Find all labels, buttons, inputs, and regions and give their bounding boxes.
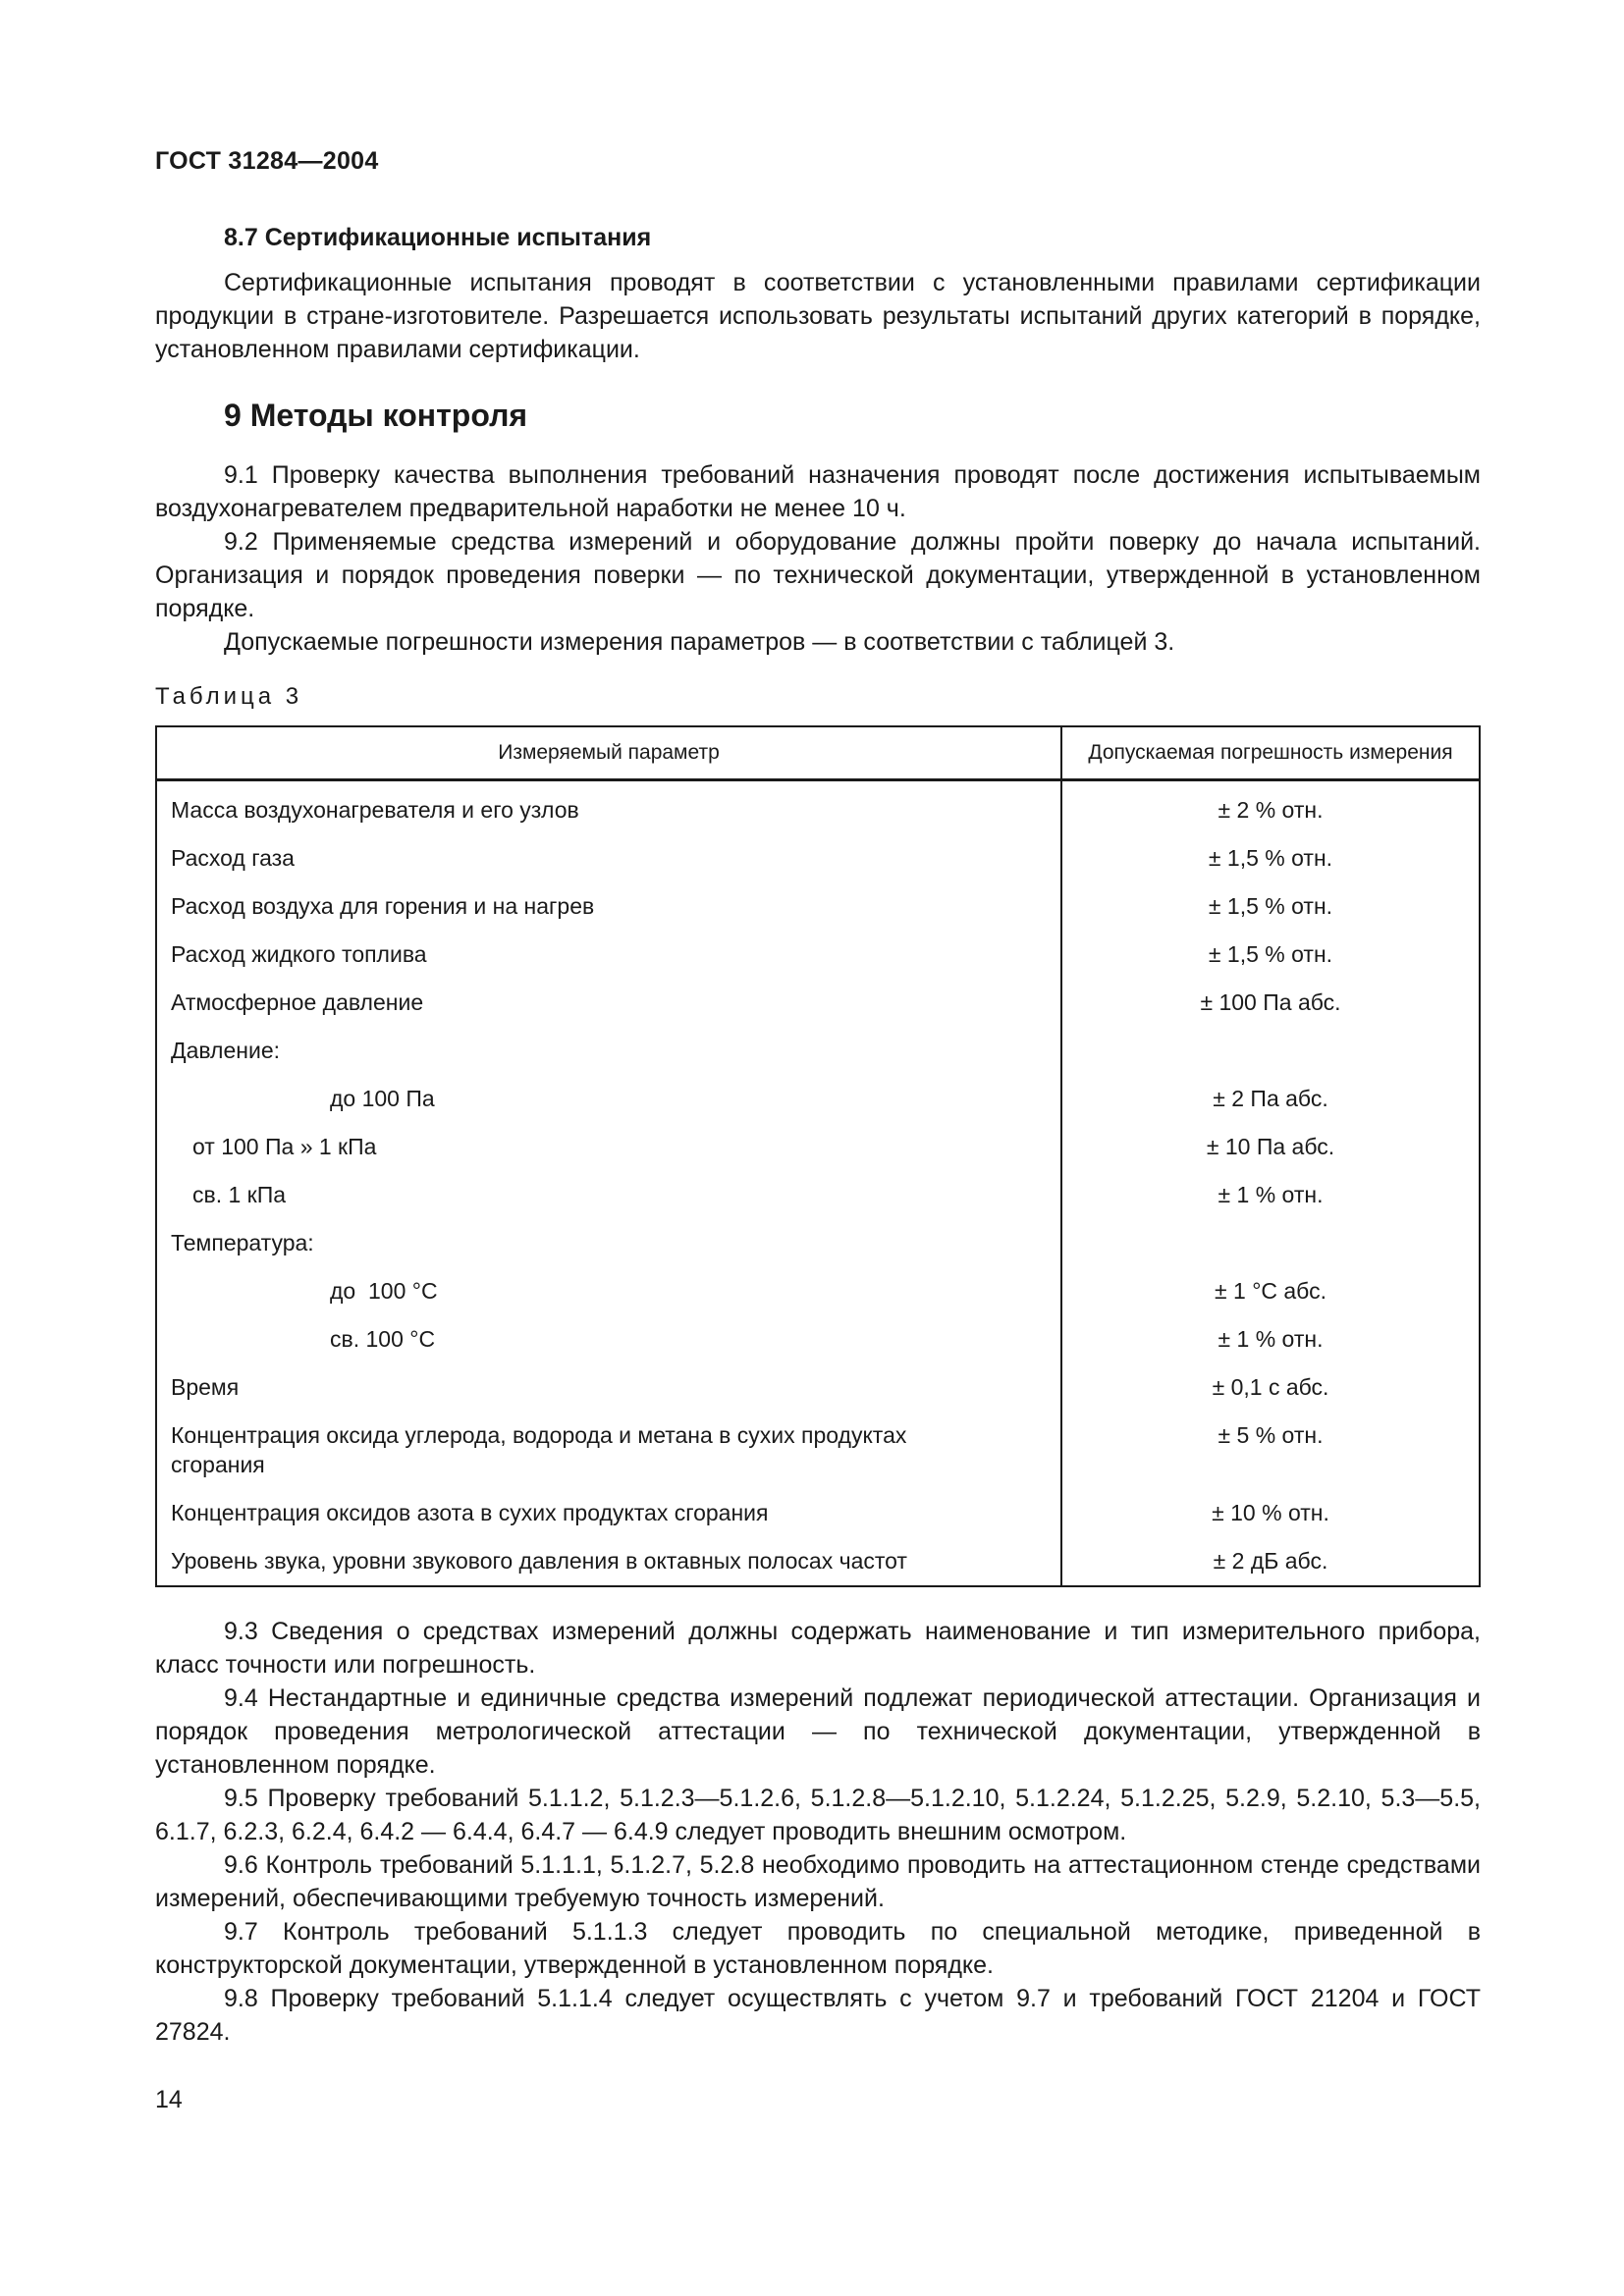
- error-cell: ± 1,5 % отн.: [1208, 941, 1333, 967]
- parameter-cell: до 100 °С: [156, 1267, 1061, 1315]
- table-row: [156, 1315, 1480, 1363]
- parameter-cell: до 100 Па: [156, 1075, 1061, 1123]
- paragraph-9-8: 9.8 Проверку требований 5.1.1.4 следует осуществлять с учетом 9.7 и требований ГОСТ 21204 и ГОСТ 27824.: [155, 1985, 1481, 2046]
- table-row: [156, 1171, 1480, 1219]
- table-row: [156, 1363, 1480, 1412]
- paragraph-9-7: 9.7 Контроль требований 5.1.1.3 следует проводить по специальной методике, приведенной в конструкторской документации, утвержденной в установленном порядке.: [155, 1918, 1481, 1979]
- paragraph-9-6: 9.6 Контроль требований 5.1.1.1, 5.1.2.7, 5.2.8 необходимо проводить на аттестационном стенде средствами измерений, обеспечивающими требуемую точность измерений.: [155, 1851, 1481, 1912]
- paragraph-9-2: 9.2 Применяемые средства измерений и оборудование должны пройти поверку до начала испытаний. Организация и порядок проведения поверки — по технической документации, утвержденной в установленном порядке.: [155, 528, 1481, 622]
- parameter-cell: Концентрация оксидов азота в сухих продуктах сгорания: [156, 1489, 1061, 1537]
- measurement-error-table: [155, 725, 1481, 1587]
- section-9-title: 9 Методы контроля: [224, 398, 528, 433]
- error-cell: ± 5 % отн.: [1218, 1422, 1324, 1448]
- table-row: [156, 1075, 1480, 1123]
- table-row: [156, 1267, 1480, 1315]
- error-cell: [1061, 1027, 1480, 1075]
- parameter-cell: св. 1 кПа: [156, 1171, 1061, 1219]
- table-row: [156, 1489, 1480, 1537]
- parameter-cell: Масса воздухонагревателя и его узлов: [156, 780, 1061, 835]
- column-header-error: Допускаемая погрешность измерения: [1061, 726, 1480, 780]
- parameter-cell: от 100 Па » 1 кПа: [156, 1123, 1061, 1171]
- error-cell: ± 1 % отн.: [1218, 1182, 1324, 1207]
- error-cell: [1061, 1219, 1480, 1267]
- paragraph-9-2-table-ref: Допускаемые погрешности измерения параметров — в соответствии с таблицей 3.: [224, 628, 1175, 656]
- error-cell: ± 0,1 с абс.: [1212, 1374, 1329, 1400]
- error-cell: ± 2 Па абс.: [1213, 1086, 1328, 1111]
- parameter-cell: Температура:: [156, 1219, 1061, 1267]
- paragraph-9-3: 9.3 Сведения о средствах измерений должны содержать наименование и тип измерительного прибора, класс точности или погрешность.: [155, 1618, 1481, 1679]
- table-row: [156, 834, 1480, 882]
- error-cell: ± 1,5 % отн.: [1208, 845, 1333, 871]
- paragraph-9-5: 9.5 Проверку требований 5.1.1.2, 5.1.2.3—5.1.2.6, 5.1.2.8—5.1.2.10, 5.1.2.24, 5.1.2.25, 5.2.9, 5.2.10, 5.3—5.5, 6.1.7, 6.2.3, 6.2.4, 6.4.2 — 6.4.4, 6.4.7 — 6.4.9 следует проводить внешним осмотром.: [155, 1785, 1481, 1845]
- table-row: [156, 1123, 1480, 1171]
- table-caption: Таблица 3: [155, 683, 303, 710]
- paragraph-9-1: 9.1 Проверку качества выполнения требований назначения проводят после достижения испытываемым воздухонагревателем предварительной наработки не менее 10 ч.: [155, 461, 1481, 522]
- table-row: [156, 780, 1480, 835]
- page-content: [155, 221, 1481, 2049]
- error-cell: ± 1 °С абс.: [1215, 1278, 1326, 1304]
- paragraph-9-4: 9.4 Нестандартные и единичные средства измерений подлежат периодической аттестации. Организация и порядок проведения метрологической аттестации — по технической документации, утвержденной в установленном порядке.: [155, 1684, 1481, 1779]
- table-row: [156, 1412, 1480, 1489]
- table-header-row: [156, 726, 1480, 780]
- page-number: 14: [155, 2086, 183, 2113]
- parameter-cell: Расход воздуха для горения и на нагрев: [156, 882, 1061, 931]
- parameter-cell: Расход газа: [156, 834, 1061, 882]
- parameter-cell: Атмосферное давление: [156, 979, 1061, 1027]
- error-cell: ± 10 Па абс.: [1206, 1134, 1335, 1159]
- table-row: [156, 1537, 1480, 1586]
- parameter-cell: Давление:: [156, 1027, 1061, 1075]
- error-cell: ± 1 % отн.: [1218, 1326, 1324, 1352]
- error-cell: ± 2 % отн.: [1218, 797, 1324, 823]
- document-id: ГОСТ 31284—2004: [155, 147, 379, 175]
- section-8-7-title: 8.7 Сертификационные испытания: [224, 224, 652, 251]
- table-row: [156, 979, 1480, 1027]
- parameter-cell: св. 100 °С: [156, 1315, 1061, 1363]
- error-cell: ± 1,5 % отн.: [1208, 893, 1333, 919]
- parameter-cell: Концентрация оксида углерода, водорода и метана в сухих продуктах сгорания: [156, 1412, 1061, 1489]
- parameter-cell: Расход жидкого топлива: [156, 931, 1061, 979]
- section-8-7-paragraph: Сертификационные испытания проводят в соответствии с установленными правилами сертификации продукции в стране-изготовителе. Разрешается использовать результаты испытаний других категорий в порядке, установленном правилами сертификации.: [155, 269, 1481, 363]
- table-row: [156, 882, 1480, 931]
- error-cell: ± 2 дБ абс.: [1213, 1548, 1328, 1574]
- table-row: [156, 931, 1480, 979]
- error-cell: ± 100 Па абс.: [1200, 989, 1341, 1015]
- error-cell: ± 10 % отн.: [1212, 1500, 1329, 1525]
- column-header-parameter: Измеряемый параметр: [156, 726, 1061, 780]
- parameter-cell: Уровень звука, уровни звукового давления в октавных полосах частот: [156, 1537, 1061, 1586]
- table-row: [156, 1027, 1480, 1075]
- table-row: [156, 1219, 1480, 1267]
- parameter-cell: Время: [156, 1363, 1061, 1412]
